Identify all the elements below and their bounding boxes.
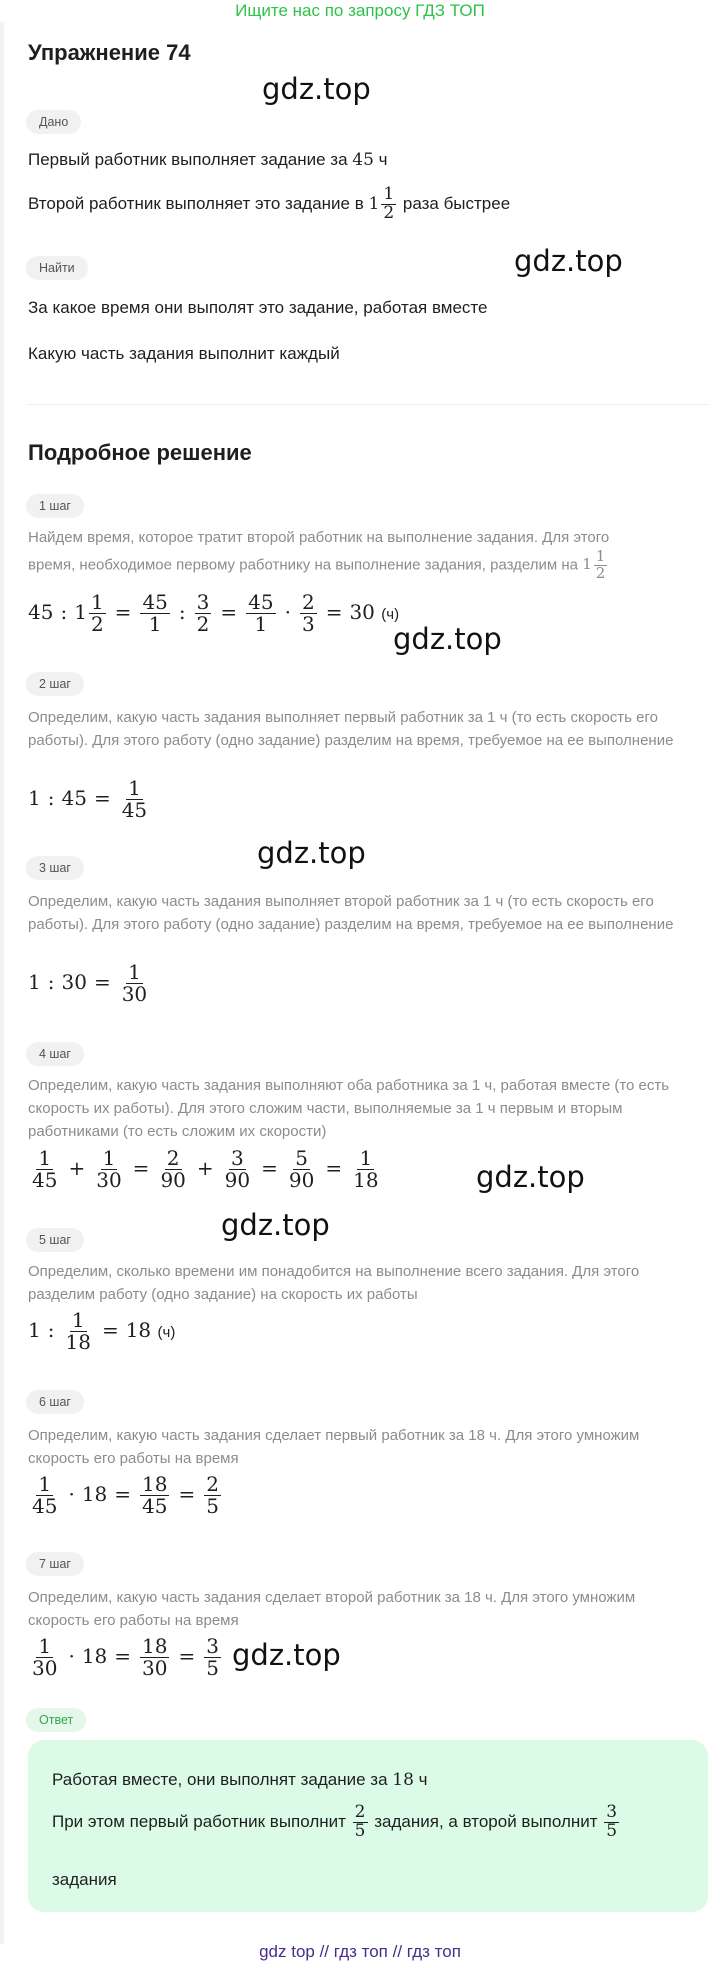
left-border [0, 22, 4, 1944]
step-text: Определим, сколько времени им понадобится на выполнение всего задания. Для этого разделим работу (одно задание) на скорость их работы [28, 1263, 640, 1303]
step-chip: 3 шаг [26, 856, 84, 880]
answer-chip: Ответ [26, 1708, 86, 1732]
step-text: Определим, какую часть задания выполняют оба работника за 1 ч, работая вместе (то есть скорость их работы). Для этого сложим части, выполняемые за 1 ч первым и вторым работниками (то есть сложим их скорости) [28, 1077, 670, 1140]
step-text: Найдем время, которое тратит второй работник на выполнение задания. Для этого время, необходимое первому работнику на выполнение задания, разделим на 1 $\frac{1}{2}$ [28, 529, 610, 582]
step-chip: 2 шаг [26, 672, 84, 696]
step-chip: 6 шаг [26, 1390, 84, 1414]
watermark: gdz.top [257, 836, 366, 870]
answer-line-3: задания [52, 1870, 117, 1889]
step-chip: 5 шаг [26, 1228, 84, 1252]
given-line-2: Второй работник выполняет это задание в 1 $\frac{1}{2}$ раза быстрее [28, 184, 511, 223]
step-text: Определим, какую часть задания сделает второй работник за 18 ч. Для этого умножим скорость его работы на время [28, 1589, 636, 1629]
step-3-formula: 1 : 30 = $\frac{1}{30}$ [28, 960, 148, 1006]
step-7-formula: $\frac{1}{30}$ · 18 = $\frac{18}{30}$ = $\frac{3}{5}$ [32, 1634, 219, 1680]
watermark: gdz.top [393, 622, 502, 656]
exercise-title: Упражнение 74 [28, 40, 191, 65]
find-line-2: Какую часть задания выполнит каждый [28, 344, 340, 363]
step-1-formula: 45 : 1 $\frac{1}{2}$ = $\frac{45}{1}$ : $\frac{3}{2}$ = $\frac{45}{1}$ · $\frac{2}{3}$ = 30 (ч) [28, 590, 400, 636]
watermark: gdz.top [262, 72, 371, 106]
step-chip: 7 шаг [26, 1552, 84, 1576]
step-text: Определим, какую часть задания выполняет второй работник за 1 ч (то есть скорость его работы). Для этого работу (одно задание) разделим на время, требуемое на ее выполнение [28, 893, 674, 933]
step-6-formula: $\frac{1}{45}$ · 18 = $\frac{18}{45}$ = $\frac{2}{5}$ [32, 1472, 219, 1518]
answer-line-2: При этом первый работник выполнит $\frac{2}{5}$ задания, а второй выполнит $\frac{3}{5}$ [52, 1802, 618, 1841]
search-banner[interactable]: Ищите нас по запросу ГДЗ ТОП [235, 1, 485, 20]
step-2-formula: 1 : 45 = $\frac{1}{45}$ [28, 776, 148, 822]
step-4-formula: $\frac{1}{45}$ + $\frac{1}{30}$ = $\frac{2}{90}$ + $\frac{3}{90}$ = $\frac{5}{90}$ = $\frac{1}{18}$ [32, 1146, 379, 1192]
answer-box [28, 1740, 708, 1912]
section-divider [28, 404, 708, 405]
step-chip: 4 шаг [26, 1042, 84, 1066]
answer-line-1: Работая вместе, они выполнят задание за 18 ч [52, 1770, 428, 1790]
solution-title: Подробное решение [28, 440, 252, 465]
given-line-1: Первый работник выполняет задание за 45 ч [28, 150, 388, 170]
watermark: gdz.top [221, 1208, 330, 1242]
watermark: gdz.top [476, 1160, 585, 1194]
step-chip: 1 шаг [26, 494, 84, 518]
step-5-formula: 1 : $\frac{1}{18}$ = 18 (ч) [28, 1308, 176, 1354]
watermark: gdz.top [232, 1638, 341, 1672]
watermark: gdz.top [514, 244, 623, 278]
step-text: Определим, какую часть задания выполняет первый работник за 1 ч (то есть скорость его работы). Для этого работу (одно задание) разделим на время, требуемое на ее выполнение [28, 709, 674, 749]
find-chip: Найти [26, 256, 88, 280]
footer-links[interactable]: gdz top // гдз топ // гдз топ [259, 1942, 461, 1961]
given-chip: Дано [26, 110, 81, 134]
find-line-1: За какое время они выполят это задание, работая вместе [28, 298, 488, 317]
step-text: Определим, какую часть задания сделает первый работник за 18 ч. Для этого умножим скорость его работы на время [28, 1427, 640, 1467]
